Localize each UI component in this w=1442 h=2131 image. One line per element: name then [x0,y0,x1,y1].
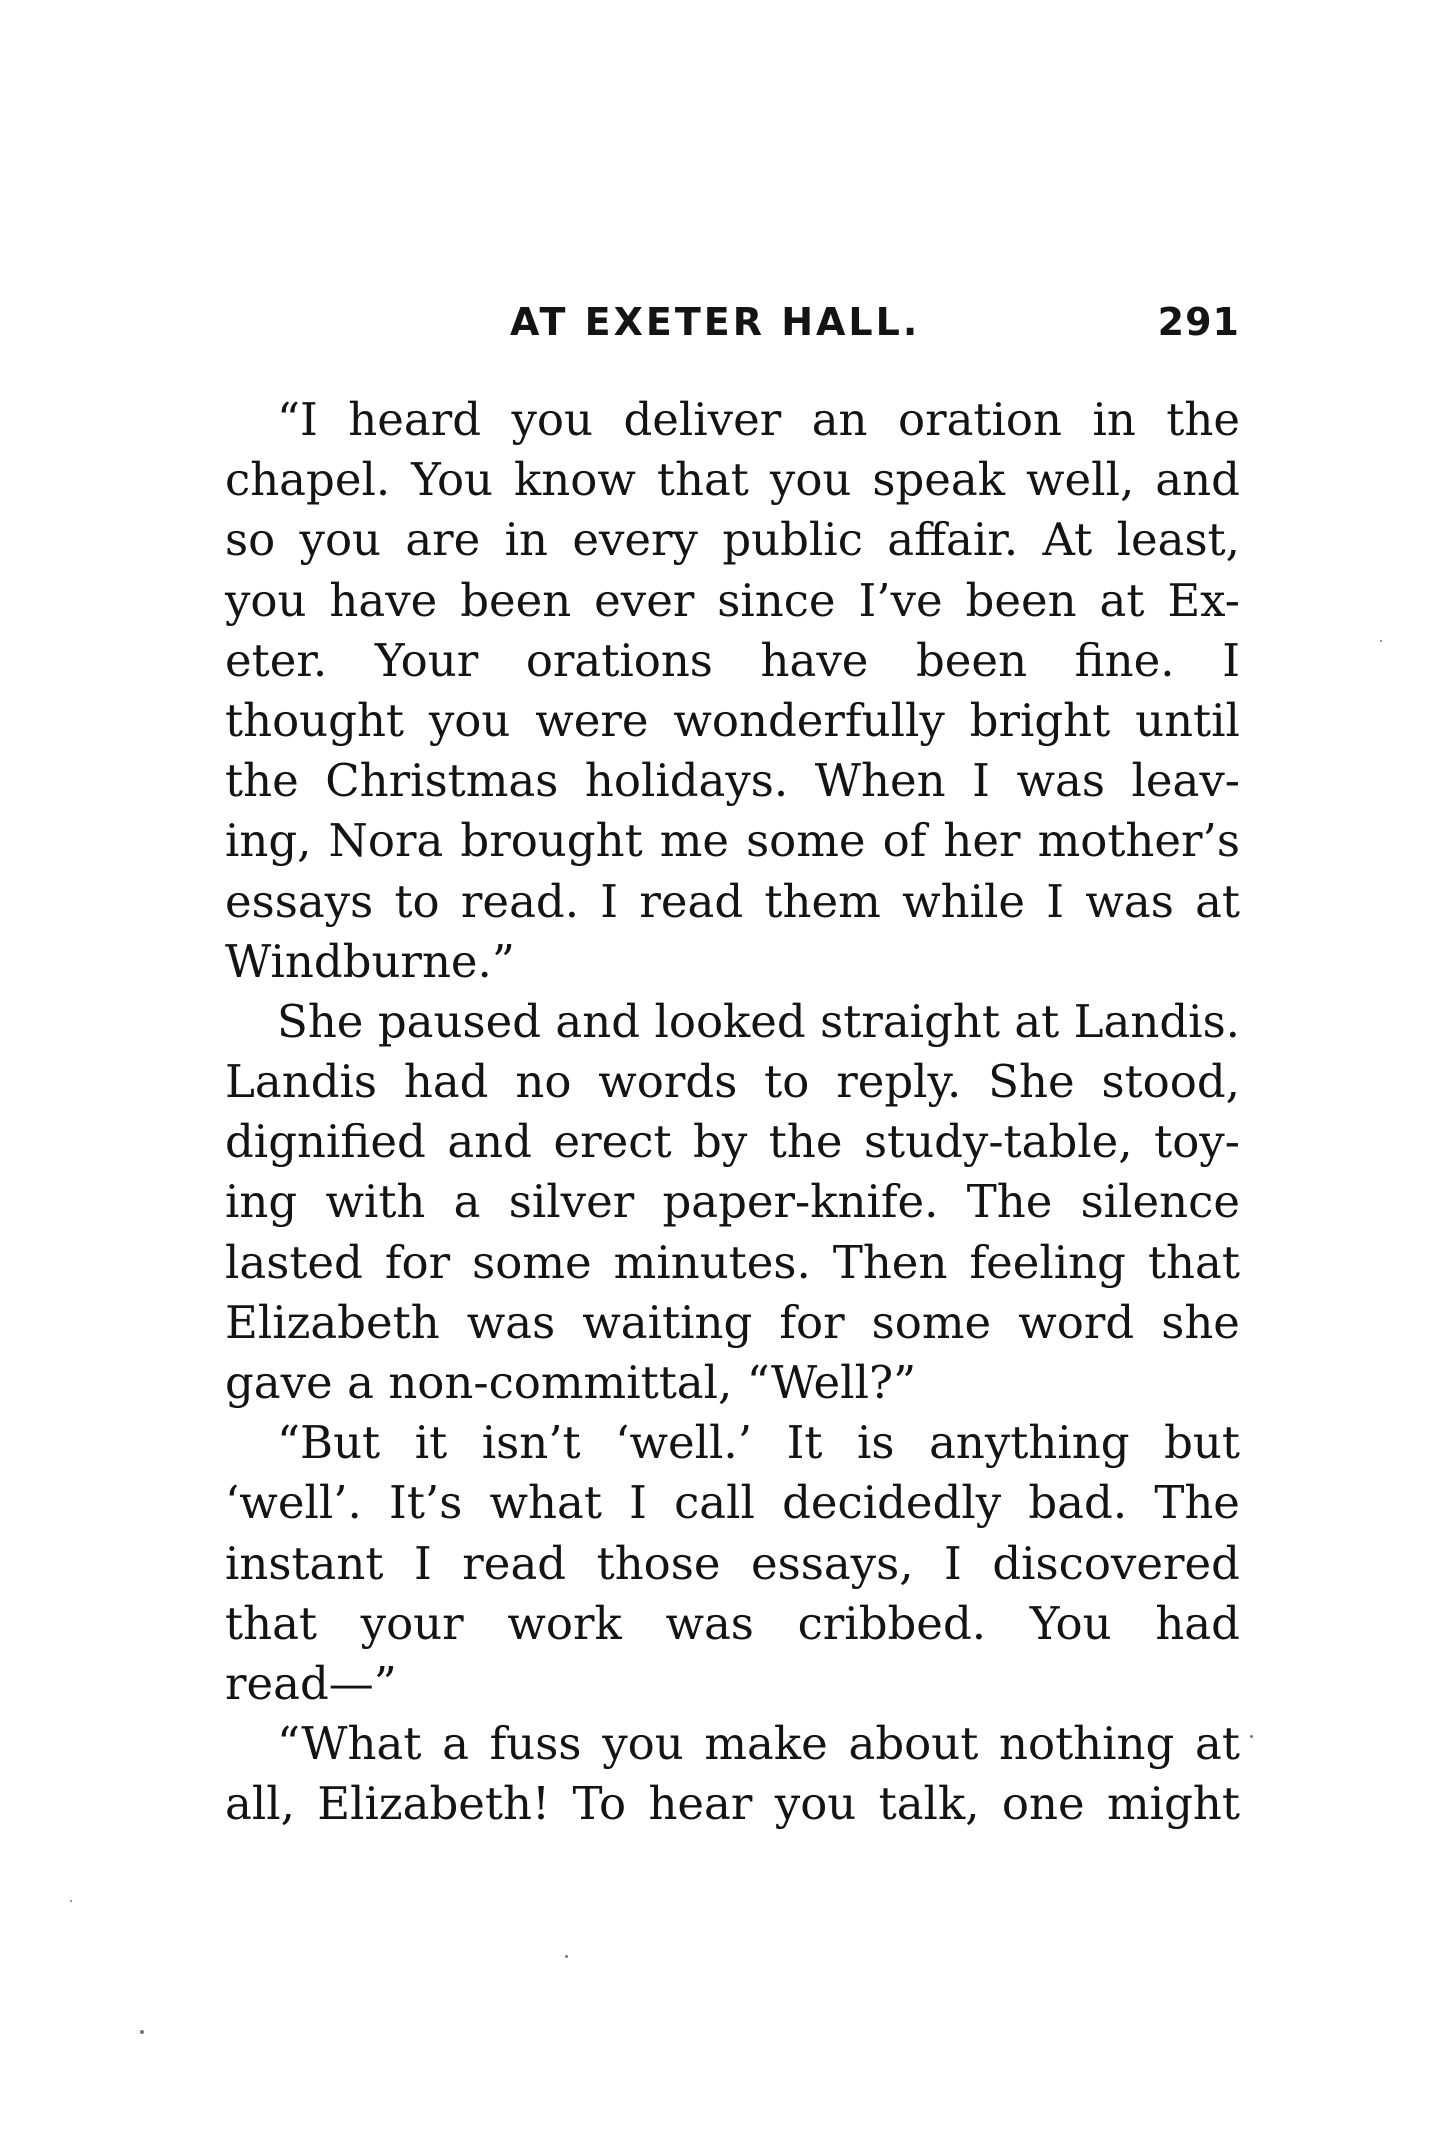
text-line: you have been ever since I’ve been at Ex- [225,573,1240,627]
text-line: She paused and looked straight at Landis. [277,994,1240,1048]
text-line: lasted for some minutes. Then feeling that [225,1235,1240,1289]
text-line: ‘well’. It’s what I call decidedly bad. The [225,1476,1240,1530]
text-line: so you are in every public affair. At least, [225,513,1240,567]
text-line: essays to read. I read them while I was at [225,874,1240,928]
text-line: that your work was cribbed. You had [225,1596,1240,1650]
text-line: Windburne.” [225,934,515,988]
scan-speck [565,1955,568,1958]
text-line: eter. Your orations have been fine. I [225,633,1240,687]
body-text [225,390,1240,1835]
text-line: chapel. You know that you speak well, and [225,453,1240,507]
running-title: AT EXETER HALL. [510,300,921,344]
scan-speck [70,1900,72,1902]
scan-speck [140,2030,144,2034]
text-line: “I heard you deliver an oration in the [277,393,1240,446]
scan-speck [1250,1735,1253,1738]
text-line: the Christmas holidays. When I was leav- [225,754,1240,808]
text-line: ing with a silver paper-knife. The silence [225,1175,1240,1229]
text-line: dignified and erect by the study-table, toy- [225,1115,1240,1169]
text-line: all, Elizabeth! To hear you talk, one might [225,1777,1240,1831]
text-line: instant I read those essays, I discovered [225,1536,1240,1590]
text-line: Elizabeth was waiting for some word she [225,1295,1240,1349]
text-line: read—” [225,1656,397,1710]
running-head [225,300,1240,350]
text-line: “But it isn’t ‘well.’ It is anything but [277,1416,1240,1470]
text-line: “What a fuss you make about nothing at [277,1717,1240,1771]
text-line: thought you were wonderfully bright until [225,693,1240,747]
text-line: Landis had no words to reply. She stood, [225,1055,1240,1109]
text-line: gave a non-committal, “Well?” [225,1356,917,1409]
text-line: ing, Nora brought me some of her mother’s [225,814,1240,868]
scan-speck [1380,640,1382,642]
page-number: 291 [1157,300,1240,344]
